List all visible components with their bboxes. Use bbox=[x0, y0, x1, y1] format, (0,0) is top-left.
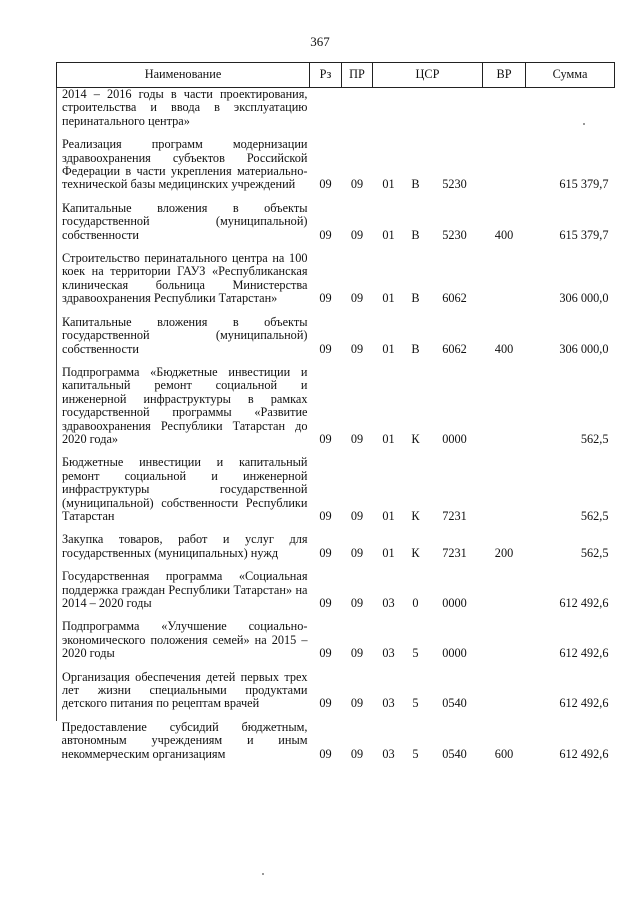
row-vr: 400 bbox=[494, 341, 514, 356]
row-sum bbox=[526, 88, 615, 132]
row-vr bbox=[483, 252, 526, 309]
row-csr-subprogram: В bbox=[411, 177, 420, 192]
row-name: Подпрограмма «Улучшение социально-экономического положения семей» на 2015 – 2020 годы bbox=[57, 620, 310, 663]
row-vr bbox=[483, 570, 526, 613]
budget-table bbox=[56, 62, 615, 764]
row-csr-subprogram: К bbox=[411, 545, 420, 560]
row-name: Реализация программ модернизации здравоохранения субъектов Российской Федерации в части укрепления материально-технической базы медицинских учреждений bbox=[57, 138, 310, 195]
table-row bbox=[57, 366, 615, 449]
table-row bbox=[57, 620, 615, 663]
row-csr-subprogram bbox=[405, 88, 427, 132]
header-sum: Сумма bbox=[526, 63, 615, 88]
row-sum: 306 000,0 bbox=[559, 291, 609, 306]
row-sum: 615 379,7 bbox=[559, 177, 609, 192]
row-csr-subprogram: 0 bbox=[412, 596, 419, 610]
row-name: 2014 – 2016 годы в части проектирования, строительства и ввода в эксплуатацию перинатального центра» bbox=[57, 88, 310, 132]
row-csr-program: 03 bbox=[382, 646, 395, 661]
row-pr: 09 bbox=[350, 696, 364, 711]
row-csr-program: 01 bbox=[382, 291, 395, 306]
row-csr-program: 01 bbox=[382, 508, 395, 523]
row-csr-direction bbox=[427, 88, 483, 132]
row-csr-program: 01 bbox=[382, 227, 395, 242]
row-csr-subprogram: 5 bbox=[412, 696, 419, 711]
row-rz bbox=[310, 88, 342, 132]
row-vr: 400 bbox=[494, 227, 514, 242]
row-csr-direction: 0540 bbox=[442, 746, 467, 761]
table-row bbox=[57, 252, 615, 309]
row-sum: 612 492,6 bbox=[559, 596, 609, 610]
row-csr-subprogram: В bbox=[411, 291, 420, 306]
row-csr-subprogram: В bbox=[411, 341, 420, 356]
row-pr: 09 bbox=[350, 227, 364, 242]
row-sum: 612 492,6 bbox=[559, 696, 609, 711]
row-rz: 09 bbox=[319, 545, 332, 560]
row-csr-program: 03 bbox=[382, 746, 395, 761]
row-vr bbox=[483, 366, 526, 449]
row-csr-direction: 7231 bbox=[442, 508, 467, 523]
row-sum: 562,5 bbox=[580, 431, 609, 446]
row-name: Организация обеспечения детей первых трех лет жизни специальными продуктами детского питания по рецептам врачей bbox=[57, 671, 310, 714]
table-row bbox=[57, 202, 615, 245]
row-sum: 612 492,6 bbox=[559, 746, 609, 761]
row-csr-direction: 5230 bbox=[442, 227, 467, 242]
table-row bbox=[57, 721, 615, 764]
table-row bbox=[57, 671, 615, 714]
row-csr-direction: 0000 bbox=[442, 596, 467, 610]
row-csr-direction: 6062 bbox=[442, 341, 467, 356]
header-csr: ЦСР bbox=[373, 63, 483, 88]
row-pr: 09 bbox=[350, 746, 364, 761]
row-pr: 09 bbox=[350, 177, 364, 192]
table-row bbox=[57, 316, 615, 359]
row-sum: 306 000,0 bbox=[559, 341, 609, 356]
table-row bbox=[57, 570, 615, 613]
row-pr: 09 bbox=[350, 341, 364, 356]
row-csr-program: 01 bbox=[382, 545, 395, 560]
row-name: Бюджетные инвестиции и капитальный ремонт социальной и инженерной инфраструктуры государственной (муниципальной) собственности Республики Татарстан bbox=[57, 456, 310, 526]
row-sum: 612 492,6 bbox=[559, 646, 609, 661]
row-rz: 09 bbox=[319, 341, 332, 356]
row-rz: 09 bbox=[319, 177, 332, 192]
row-csr-subprogram: В bbox=[411, 227, 420, 242]
row-rz: 09 bbox=[319, 227, 332, 242]
row-csr-subprogram: 5 bbox=[412, 746, 419, 761]
row-csr-subprogram: 5 bbox=[412, 646, 419, 661]
row-sum: 562,5 bbox=[580, 545, 609, 560]
row-pr: 09 bbox=[350, 508, 364, 523]
row-csr-direction: 5230 bbox=[442, 177, 467, 192]
row-csr-direction: 0000 bbox=[442, 431, 467, 446]
row-pr: 09 bbox=[350, 646, 364, 661]
row-sum: 562,5 bbox=[580, 508, 609, 523]
row-pr: 09 bbox=[350, 431, 364, 446]
header-name: Наименование bbox=[57, 63, 310, 88]
table-row bbox=[57, 88, 615, 132]
row-name: Строительство перинатального центра на 100 коек на территории ГАУЗ «Республиканская клиническая больница Министерства здравоохранения Республики Татарстан» bbox=[57, 252, 310, 309]
row-name: Подпрограмма «Бюджетные инвестиции и капитальный ремонт социальной и инженерной инфраструктуры в рамках государственной программы «Развитие здравоохранения Республики Татарстан до 2020 года» bbox=[57, 366, 310, 449]
row-vr bbox=[483, 88, 526, 132]
table-row bbox=[57, 533, 615, 563]
row-csr-direction: 7231 bbox=[442, 545, 467, 560]
table-row bbox=[57, 456, 615, 526]
row-vr bbox=[483, 620, 526, 663]
row-pr: 09 bbox=[350, 291, 364, 306]
row-rz: 09 bbox=[319, 291, 332, 306]
table-header-row bbox=[57, 63, 615, 88]
row-rz: 09 bbox=[319, 508, 332, 523]
row-pr bbox=[342, 88, 373, 132]
row-rz: 09 bbox=[319, 431, 332, 446]
table-row bbox=[57, 138, 615, 195]
row-csr-program: 01 bbox=[382, 341, 395, 356]
row-csr-direction: 0000 bbox=[442, 646, 467, 661]
row-csr-program: 03 bbox=[382, 596, 395, 610]
row-name: Предоставление субсидий бюджетным, автономным учреждениям и иным некоммерческим организациям bbox=[61, 719, 308, 761]
row-vr: 600 bbox=[494, 746, 514, 761]
header-rz: Рз bbox=[310, 63, 342, 88]
row-csr-subprogram: К bbox=[411, 508, 420, 523]
row-csr-subprogram: К bbox=[411, 431, 420, 446]
header-vr: ВР bbox=[483, 63, 526, 88]
page-number: 367 bbox=[310, 34, 330, 49]
row-csr-program: 01 bbox=[382, 177, 395, 192]
header-pr: ПР bbox=[342, 63, 373, 88]
row-name: Капитальные вложения в объекты государственной (муниципальной) собственности bbox=[57, 316, 310, 359]
row-csr-program: 03 bbox=[382, 696, 395, 711]
row-pr: 09 bbox=[350, 596, 364, 610]
row-name: Закупка товаров, работ и услуг для государственных (муниципальных) нужд bbox=[57, 533, 310, 563]
row-sum: 615 379,7 bbox=[559, 227, 609, 242]
row-rz: 09 bbox=[319, 696, 332, 711]
row-name: Государственная программа «Социальная поддержка граждан Республики Татарстан» на 2014 – 2020 годы bbox=[57, 570, 310, 613]
row-vr bbox=[483, 138, 526, 195]
row-csr-direction: 6062 bbox=[442, 291, 467, 306]
row-rz: 09 bbox=[319, 746, 332, 761]
row-csr-program bbox=[373, 88, 405, 132]
row-vr bbox=[483, 456, 526, 526]
row-name: Капитальные вложения в объекты государственной (муниципальной) собственности bbox=[57, 202, 310, 245]
row-vr bbox=[483, 671, 526, 714]
row-csr-direction: 0540 bbox=[442, 696, 467, 711]
row-rz: 09 bbox=[319, 646, 332, 661]
row-csr-program: 01 bbox=[382, 431, 395, 446]
scan-speck bbox=[583, 123, 585, 125]
scan-speck bbox=[262, 873, 264, 875]
row-pr: 09 bbox=[350, 545, 364, 560]
row-rz: 09 bbox=[319, 596, 332, 610]
row-vr: 200 bbox=[494, 545, 514, 560]
